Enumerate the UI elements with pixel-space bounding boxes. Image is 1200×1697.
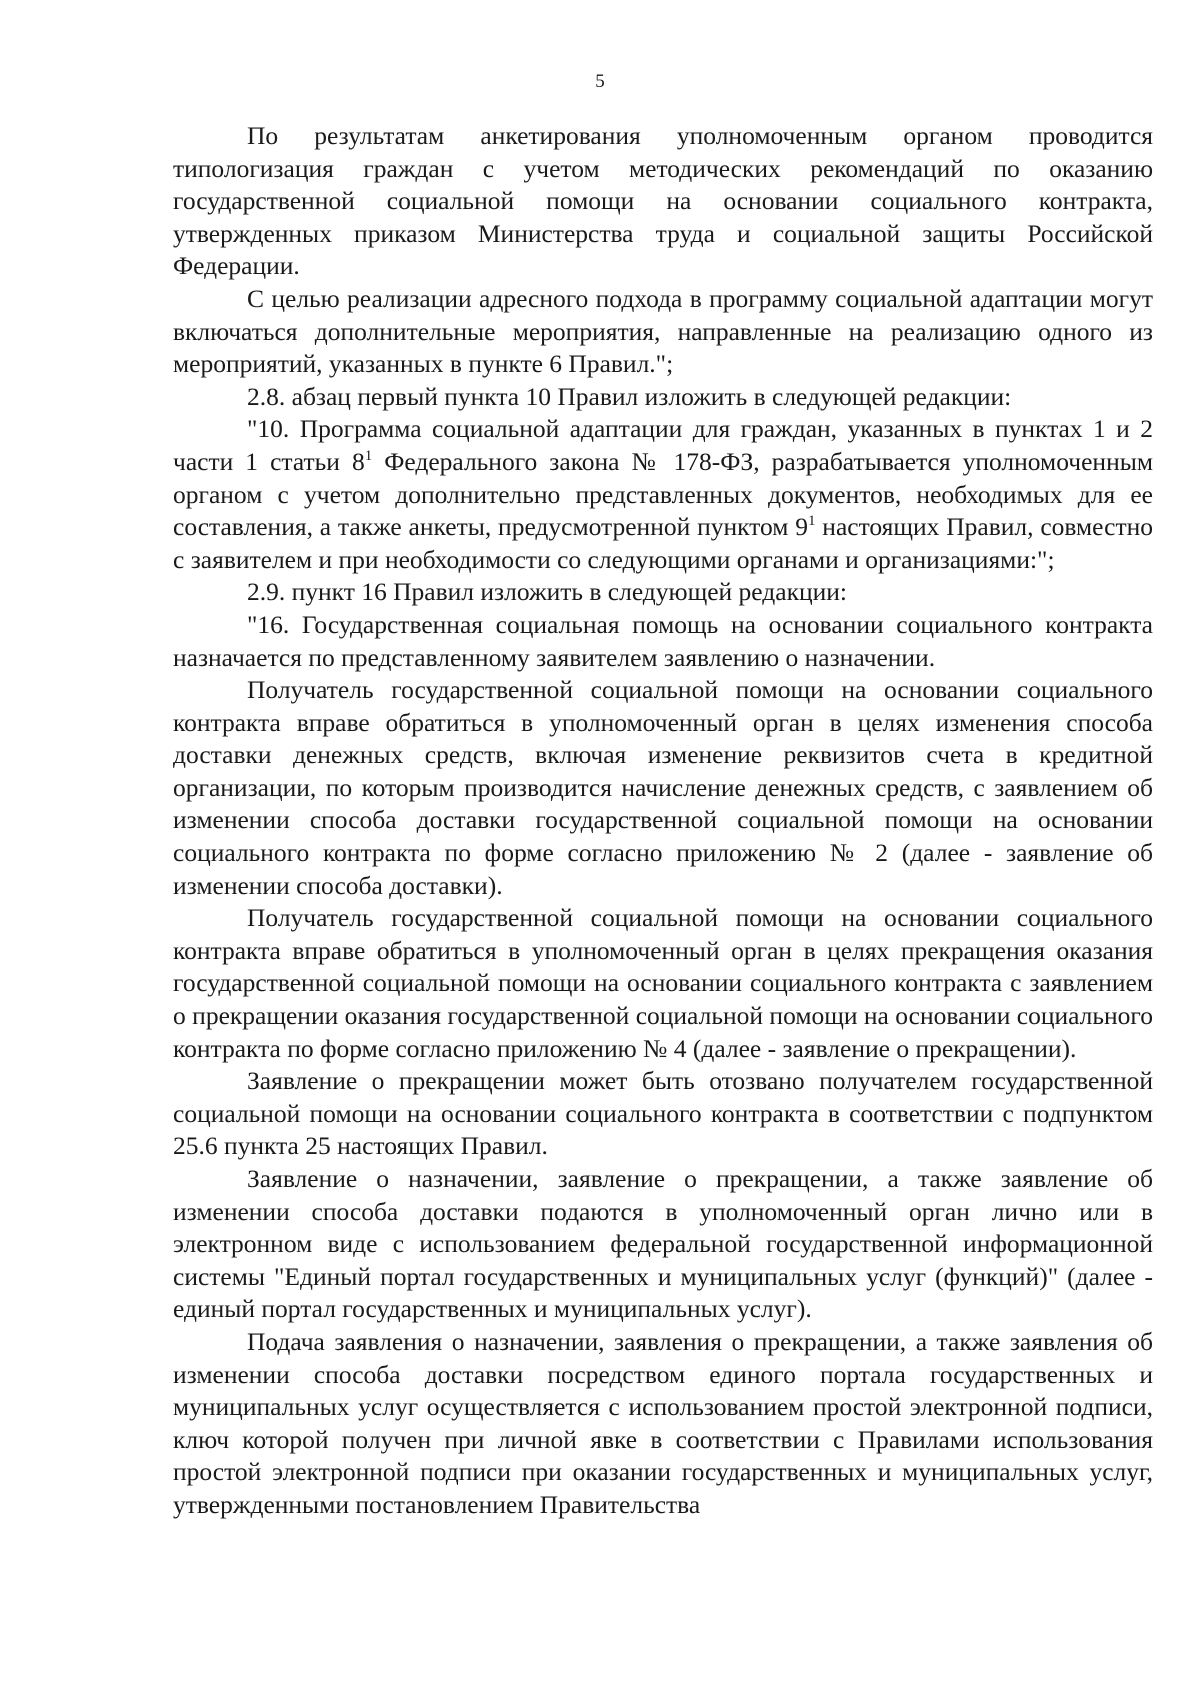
point-10-text-middle: Федерального закона № 178-ФЗ, разрабатывается уполномоченным органом с учетом дополнительно представленных документов, необходимых для ее составления, а также анкеты, предусмотренной пунктом 9: [173, 446, 1153, 542]
paragraph-withdrawal: Заявление о прекращении может быть отозвано получателем государственной социальной помощи на основании социального контракта в соответствии с подпунктом 25.6 пункта 25 настоящих Правил.: [173, 1066, 1153, 1161]
superscript-point-9: 1: [807, 513, 816, 530]
paragraph-delivery-change: Получатель государственной социальной помощи на основании социального контракта вправе обратиться в уполномоченный орган в целях изменения способа доставки денежных средств, включая изменение реквизитов счета в кредитной организации, по которым производится начисление денежных средств, с заявлением об изменении способа доставки государственной социальной помощи на основании социального контракта по форме согласно приложению № 2 (далее - заявление об изменении способа доставки).: [173, 675, 1153, 900]
paragraph-item-2-9: 2.9. пункт 16 Правил изложить в следующей редакции:: [247, 577, 847, 607]
page-number: 5: [595, 71, 605, 92]
paragraph-point-10: [173, 413, 1153, 576]
paragraph-targeted-approach: С целью реализации адресного подхода в программу социальной адаптации могут включаться дополнительные мероприятия, направленные на реализацию одного из мероприятий, указанных в пункте 6 Правил.";: [173, 283, 1153, 379]
document-body: [173, 120, 1153, 1522]
superscript-article-8: 1: [364, 447, 373, 464]
paragraph-electronic-signature: Подача заявления о назначении, заявления о прекращении, а также заявления об изменении способа доставки посредством единого портала государственных и муниципальных услуг осуществляется с использованием простой электронной подписи, ключ которой получен при личной явке в соответствии с Правилами использования простой электронной подписи при оказании государственных и муниципальных услуг, утвержденными постановлением Правительства: [173, 1326, 1153, 1519]
paragraph-submission-methods: Заявление о назначении, заявление о прекращении, а также заявление об изменении способа доставки подаются в уполномоченный орган лично или в электронном виде с использованием федеральной государственной информационной системы "Единый портал государственных и муниципальных услуг (функций)" (далее - единый портал государственных и муниципальных услуг).: [173, 1164, 1153, 1324]
paragraph-typology: По результатам анкетирования уполномоченным органом проводится типологизация граждан с учетом методических рекомендаций по оказанию государственной социальной помощи на основании социального контракта, утвержденных приказом Министерства труда и социальной защиты Российской Федерации.: [173, 121, 1153, 281]
paragraph-termination: Получатель государственной социальной помощи на основании социального контракта вправе обратиться в уполномоченный орган в целях прекращения оказания государственной социальной помощи на основании социального контракта с заявлением о прекращении оказания государственной социальной помощи на основании социального контракта по форме согласно приложению № 4 (далее - заявление о прекращении).: [173, 903, 1153, 1063]
point-10-text-start: "10. Программа социальной адаптации для граждан, указанных в пунктах 1 и 2 части 1 статьи 8: [173, 414, 1153, 476]
paragraph-point-16: "16. Государственная социальная помощь на основании социального контракта назначается по представленному заявителем заявлению о назначении.: [173, 609, 1153, 672]
point-10-text-end: настоящих Правил, совместно с заявителем и при необходимости со следующими органами и организациями:";: [173, 512, 1153, 574]
paragraph-item-2-8: 2.8. абзац первый пункта 10 Правил изложить в следующей редакции:: [247, 381, 1012, 411]
